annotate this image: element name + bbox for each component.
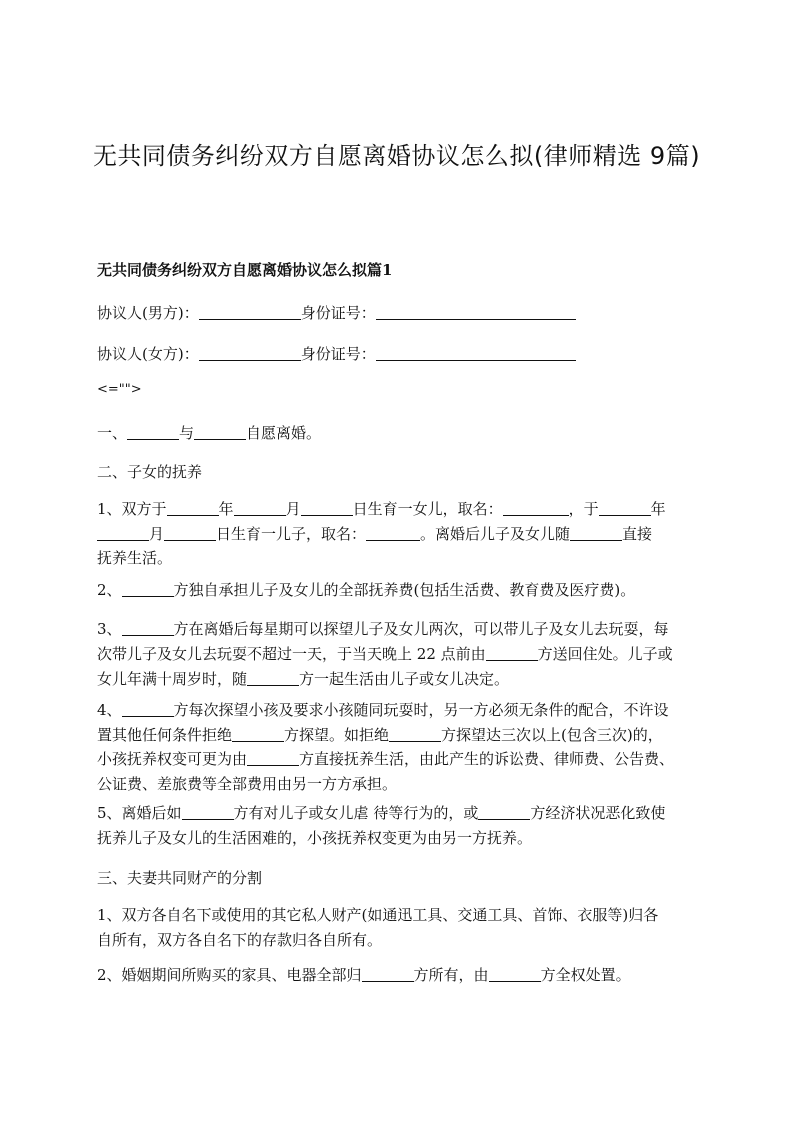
clause-1 <box>97 421 707 445</box>
text-run: 自愿离婚。 <box>246 424 322 442</box>
blank-field <box>234 500 286 516</box>
blank-field <box>376 345 576 361</box>
text-run: 3、 <box>97 620 122 638</box>
text-run: 2、 <box>97 581 122 599</box>
section-title: 无共同债务纠纷双方自愿离婚协议怎么拟篇1 <box>97 261 393 279</box>
text-run: 月 <box>149 524 165 543</box>
text-run: ，于 <box>568 500 599 518</box>
party-female-label: 协议人(女方)： <box>97 345 199 363</box>
blank-field <box>366 525 420 541</box>
blank-field <box>301 500 353 516</box>
text-run: 女儿年满十周岁时，随 <box>97 670 248 688</box>
clause-2-1 <box>97 497 707 571</box>
blank-field <box>362 966 414 982</box>
blank-field <box>199 304 301 320</box>
blank-field <box>478 804 530 820</box>
blank-field <box>570 525 622 541</box>
text-run: 抚养生活。 <box>97 549 173 567</box>
blank-field <box>489 966 541 982</box>
clause-2-3 <box>97 617 707 692</box>
party-female-line <box>97 342 707 366</box>
clause-2-4 <box>97 698 707 796</box>
text-run: 1、双方各自名下或使用的其它私人财产(如通迅工具、交通工具、首饰、衣服等)归各 <box>97 906 659 924</box>
text-run: 日生育一儿子，取名： <box>216 524 367 543</box>
blank-field <box>164 525 216 541</box>
heading-property: 三、夫妻共同财产的分割 <box>97 869 263 887</box>
blank-field <box>503 500 569 516</box>
text-run: 方经济状况恶化致使 <box>530 804 666 822</box>
clause-3-1 <box>97 903 707 953</box>
text-run: 自所有，双方各自名下的存款归各自所有。 <box>97 931 383 949</box>
text-run: 方每次探望小孩及要求小孩随同玩耍时，另一方必须无条件的配合，不许设 <box>173 701 669 719</box>
blank-field <box>122 701 174 717</box>
text-run: 一、 <box>97 424 128 442</box>
clause-2-5 <box>97 801 707 851</box>
text-run: 公证费、差旅费等全部费用由另一方方承担。 <box>97 774 398 793</box>
text-run: 日生育一女儿，取名： <box>352 500 503 518</box>
clause-2-2 <box>97 578 707 602</box>
blank-field <box>486 645 538 661</box>
text-run: 年 <box>650 500 666 518</box>
text-run: 方全权处置。 <box>540 966 631 984</box>
id-label: 身份证号： <box>300 345 376 363</box>
text-run: 方所有，由 <box>413 966 489 984</box>
blank-field <box>247 670 299 686</box>
party-male-line <box>97 301 707 325</box>
document-title: 无共同债务纠纷双方自愿离婚协议怎么拟(律师精选 9篇) <box>92 142 701 170</box>
blank-field <box>599 500 651 516</box>
id-label: 身份证号： <box>300 304 376 322</box>
blank-field <box>167 500 219 516</box>
text-run: 方送回住处。儿子或 <box>537 645 673 663</box>
text-run: 抚养儿子及女儿的生活困难的，小孩抚养权变更为由另一方抚养。 <box>97 829 533 847</box>
text-run: 方直接抚养生活，由此产生的诉讼费、律师费、公告费、 <box>299 750 675 768</box>
text-run: 与 <box>179 424 195 442</box>
blank-field <box>182 804 234 820</box>
text-run: 1、双方于 <box>97 500 167 518</box>
blank-field <box>376 304 576 320</box>
text-run: 置其他任何条件拒绝 <box>97 725 233 744</box>
blank-field <box>199 345 301 361</box>
text-run: 5、离婚后如 <box>97 804 182 822</box>
blank-field <box>97 525 149 541</box>
text-run: 月 <box>285 500 301 518</box>
blank-field <box>247 750 299 766</box>
blank-field <box>232 726 284 742</box>
text-run: 方独自承担儿子及女儿的全部抚养费(包括生活费、教育费及医疗费)。 <box>173 581 636 599</box>
blank-field <box>122 620 174 636</box>
text-run: 次带儿子及女儿去玩耍不超过一天，于当天晚上 22 点前由 <box>97 645 486 663</box>
party-male-label: 协议人(男方)： <box>97 304 199 322</box>
blank-field <box>194 424 246 440</box>
text-run: 。离婚后儿子及女儿随 <box>420 524 571 543</box>
text-run: 方探望。如拒绝 <box>284 725 390 744</box>
text-run: 年 <box>218 500 234 518</box>
text-run: 4、 <box>97 701 122 719</box>
text-run: 方一起生活由儿子或女儿决定。 <box>299 670 510 688</box>
blank-field <box>389 726 441 742</box>
text-run: 方在离婚后每星期可以探望儿子及女儿两次，可以带儿子及女儿去玩耍，每 <box>173 620 669 638</box>
blank-field <box>127 424 179 440</box>
text-run: 直接 <box>622 524 653 543</box>
text-run: 2、婚姻期间所购买的家具、电器全部归 <box>97 966 362 984</box>
clause-3-2 <box>97 963 707 987</box>
blank-field <box>122 581 174 597</box>
text-run: 方探望达三次以上(包含三次)的， <box>441 725 663 744</box>
code-line: <=""> <box>97 382 142 397</box>
text-run: 小孩抚养权变可更为由 <box>97 750 248 768</box>
text-run: 方有对儿子或女儿虐 待等行为的，或 <box>233 804 479 822</box>
heading-children: 二、子女的抚养 <box>97 463 203 481</box>
